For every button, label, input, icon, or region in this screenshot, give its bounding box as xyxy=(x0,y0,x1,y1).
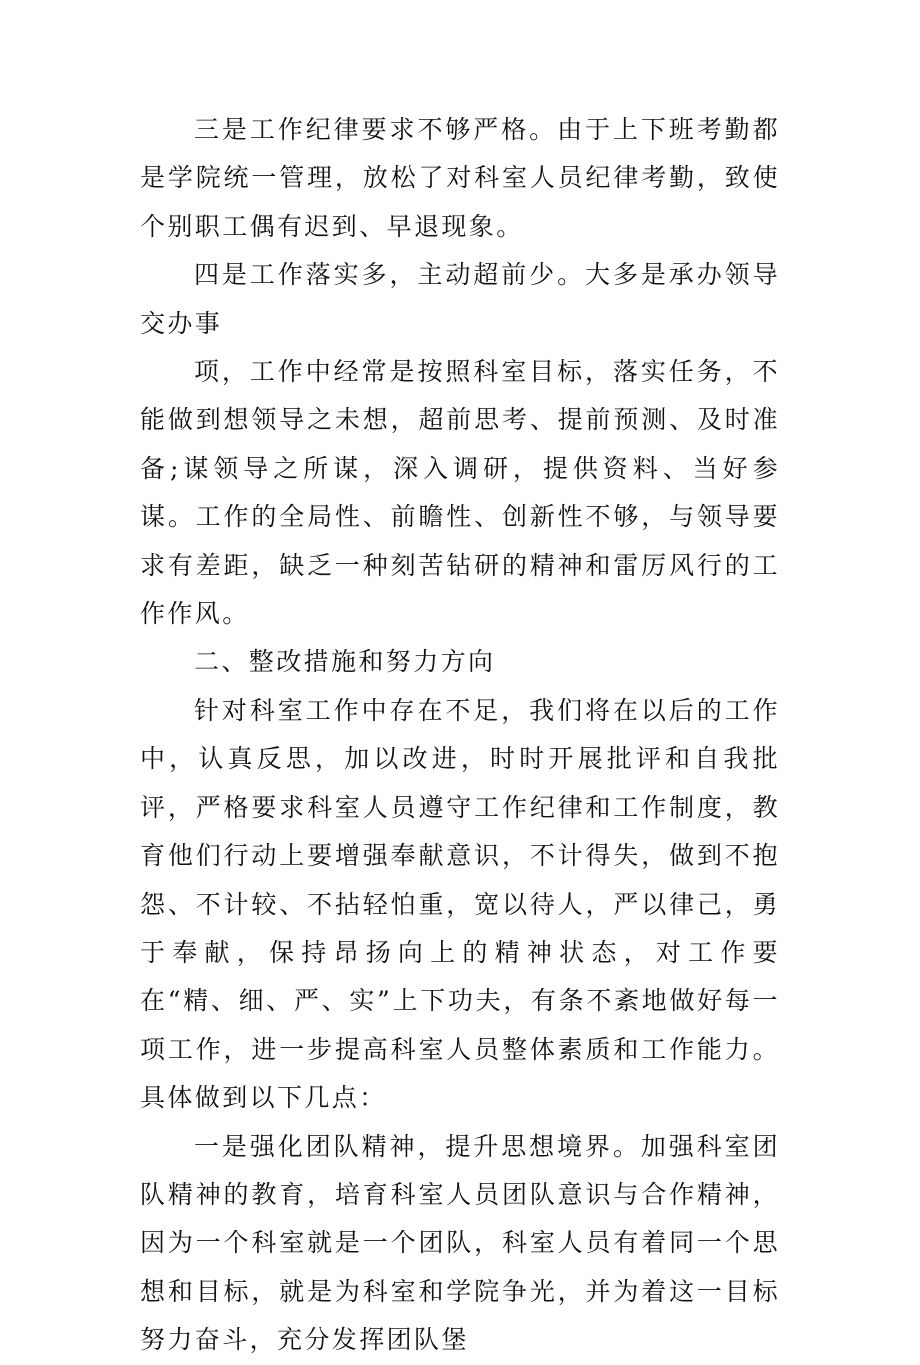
paragraph-team-spirit: 一是强化团队精神，提升思想境界。加强科室团队精神的教育，培育科室人员团队意识与合作精神，因为一个科室就是一个团队，科室人员有着同一个思想和目标，就是为科室和学院争光，并为着这一目标努力奋斗，充分发挥团队堡 xyxy=(140,1131,780,1355)
paragraph-implementation-detail: 项，工作中经常是按照科室目标，落实任务，不能做到想领导之未想，超前思考、提前预测、及时准备;谋领导之所谋，深入调研，提供资料、当好参谋。工作的全局性、前瞻性、创新性不够，与领导要求有差距，缺乏一种刻苦钻研的精神和雷厉风行的工作作风。 xyxy=(140,357,780,629)
paragraph-discipline: 三是工作纪律要求不够严格。由于上下班考勤都是学院统一管理，放松了对科室人员纪律考勤，致使个别职工偶有迟到、早退现象。 xyxy=(140,115,780,241)
paragraph-implementation-heading: 四是工作落实多，主动超前少。大多是承办领导交办事 xyxy=(140,260,780,338)
paragraph-measures: 针对科室工作中存在不足，我们将在以后的工作中，认真反思，加以改进，时时开展批评和自我批评，严格要求科室人员遵守工作纪律和工作制度，教育他们行动上要增强奉献意识，不计得失，做到不抱怨、不计较、不拈轻怕重，宽以待人，严以律己，勇于奉献，保持昂扬向上的精神状态，对工作要在“精、细、严、实”上下功夫，有条不紊地做好每一项工作，进一步提高科室人员整体素质和工作能力。具体做到以下几点： xyxy=(140,695,780,1113)
section-heading-rectification: 二、整改措施和努力方向 xyxy=(194,647,496,677)
document-body xyxy=(140,106,780,1365)
